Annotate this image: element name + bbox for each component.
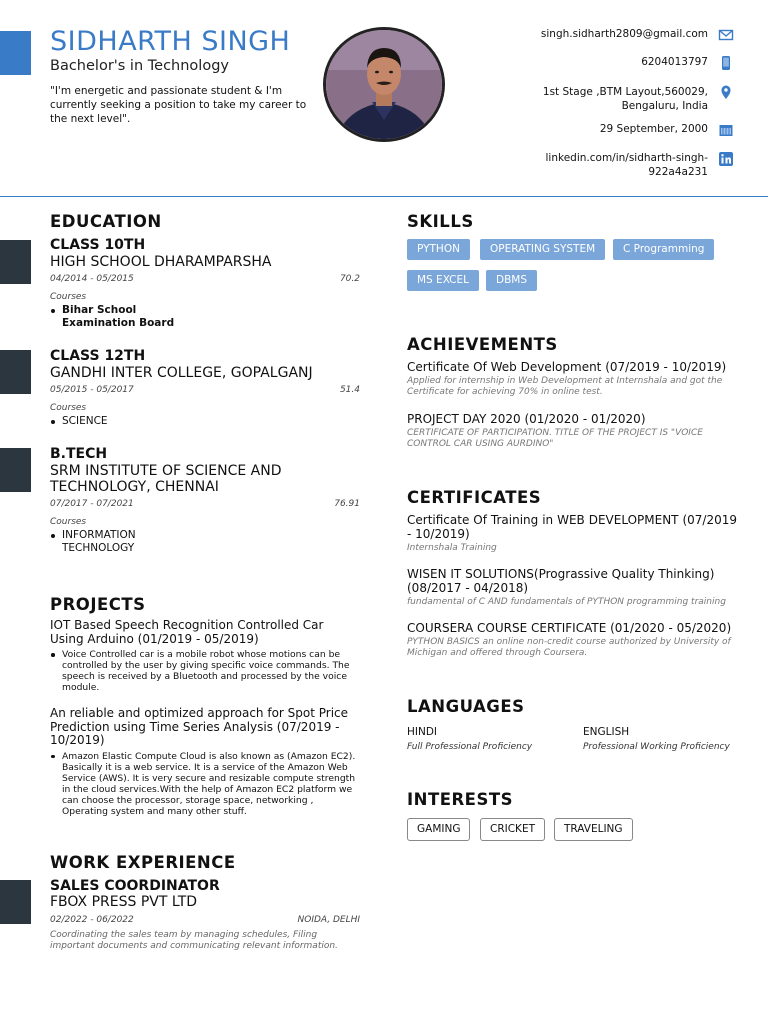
course-item: INFORMATION TECHNOLOGY (50, 529, 160, 555)
interest-tag: TRAVELING (554, 818, 633, 841)
course-item: Bihar School Examination Board (50, 304, 180, 330)
header-divider (0, 196, 768, 197)
education-item (50, 446, 360, 555)
courses-label: Courses (50, 517, 87, 527)
language-name: ENGLISH (583, 726, 630, 738)
certificate-description: Internshala Training (407, 543, 497, 553)
certificate-title: WISEN IT SOLUTIONS(Prograssive Quality Thinking) (08/2017 - 04/2018) (407, 567, 715, 595)
education-school: HIGH SCHOOL DHARAMPARSHA (50, 254, 272, 270)
project-item (50, 707, 360, 817)
education-marker (0, 240, 31, 284)
profile-photo-illustration (326, 30, 442, 139)
work-role: SALES COORDINATOR (50, 878, 220, 894)
projects-heading: PROJECTS (50, 595, 146, 614)
achievement-description: CERTIFICATE OF PARTICIPATION. TITLE OF THE PROJECT IS "VOICE CONTROL CAR USING AURDINO" (407, 428, 703, 449)
education-dates: 04/2014 - 05/2015 (50, 274, 134, 284)
header-accent-block (0, 31, 31, 75)
interest-tag: CRICKET (480, 818, 545, 841)
project-item (50, 619, 360, 693)
work-meta (50, 915, 360, 927)
achievement-item (407, 360, 737, 397)
resume-name: SIDHARTH SINGH (50, 26, 291, 57)
education-meta (50, 499, 360, 511)
certificates-heading: CERTIFICATES (407, 488, 542, 507)
skill-tag: DBMS (486, 270, 537, 291)
education-level: CLASS 12TH (50, 348, 146, 364)
interest-tag: GAMING (407, 818, 470, 841)
contact-phone[interactable]: 6204013797 (641, 56, 708, 68)
skills-heading: SKILLS (407, 212, 474, 231)
calendar-icon (718, 122, 734, 138)
work-marker (0, 880, 31, 924)
certificate-item (407, 513, 737, 554)
achievement-item (407, 412, 737, 449)
skill-tag: PYTHON (407, 239, 470, 260)
contact-address: 1st Stage ,BTM Layout,560029, Bengaluru, India (542, 86, 708, 112)
education-meta (50, 274, 360, 286)
skill-tag: C Programming (613, 239, 714, 260)
project-description: Voice Controlled car is a mobile robot whose motions can be controlled by the user by giving specific voice commands. The speech is received by a Bluetooth and processed by the voice module. (50, 649, 360, 693)
skill-tag: MS EXCEL (407, 270, 479, 291)
certificate-title: Certificate Of Training in WEB DEVELOPMENT (07/2019 - 10/2019) (407, 513, 737, 541)
interests-heading: INTERESTS (407, 790, 513, 809)
project-description: Amazon Elastic Compute Cloud is also known as (Amazon EC2). Basically it is a web service. It is a service of the Amazon Web Service (AWS). It is very secure and resizable compute strength in the cloud services.With the help of Amazon EC2 platform we can choose the processor, storage space, networking , Operating system and many other stuff. (50, 751, 360, 817)
education-score: 70.2 (339, 274, 360, 284)
resume-degree: Bachelor's in Technology (50, 58, 229, 74)
profile-photo (323, 27, 445, 142)
courses-label: Courses (50, 292, 87, 302)
achievement-title: Certificate Of Web Development (07/2019 - 10/2019) (407, 360, 727, 374)
work-location: NOIDA, DELHI (297, 915, 360, 925)
education-school: SRM INSTITUTE OF SCIENCE AND TECHNOLOGY, CHENNAI (50, 463, 282, 495)
location-icon (718, 84, 734, 100)
project-title: IOT Based Speech Recognition Controlled Car Using Arduino (01/2019 - 05/2019) (50, 618, 324, 646)
certificate-item (407, 621, 737, 658)
work-company: FBOX PRESS PVT LTD (50, 894, 198, 910)
education-heading: EDUCATION (50, 212, 162, 231)
languages-heading: LANGUAGES (407, 697, 525, 716)
language-item (583, 726, 743, 752)
work-description: Coordinating the sales team by managing schedules, Filing important documents and communicating relevant information. (50, 930, 338, 951)
language-level: Professional Working Proficiency (583, 742, 730, 752)
language-name: HINDI (407, 726, 438, 738)
education-dates: 07/2017 - 07/2021 (50, 499, 134, 509)
achievement-title: PROJECT DAY 2020 (01/2020 - 01/2020) (407, 412, 646, 426)
certificate-description: fundamental of C AND fundamentals of PYTHON programming training (407, 597, 726, 607)
achievement-description: Applied for internship in Web Development at Internshala and got the Certificate for achieving 70% in online test. (407, 376, 723, 397)
education-marker (0, 350, 31, 394)
education-level: B.TECH (50, 446, 108, 462)
education-meta (50, 385, 360, 397)
contact-email[interactable]: singh.sidharth2809@gmail.com (540, 28, 708, 40)
course-item: SCIENCE (50, 415, 360, 428)
education-score: 51.4 (339, 385, 360, 395)
language-item (407, 726, 567, 752)
education-item (50, 348, 360, 428)
education-school: GANDHI INTER COLLEGE, GOPALGANJ (50, 365, 313, 381)
contact-birthdate: 29 September, 2000 (599, 123, 708, 135)
work-dates: 02/2022 - 06/2022 (50, 915, 134, 925)
email-icon (718, 27, 734, 43)
education-dates: 05/2015 - 05/2017 (50, 385, 134, 395)
certificate-item (407, 567, 737, 608)
courses-label: Courses (50, 403, 87, 413)
resume-summary: "I'm energetic and passionate student & I'm currently seeking a position to take my career to the next level". (50, 85, 307, 125)
certificate-description: PYTHON BASICS an online non-credit course authorized by University of Michigan and offered through Coursera. (407, 637, 731, 658)
education-item (50, 237, 360, 330)
work-item (50, 878, 360, 952)
skill-tag: OPERATING SYSTEM (480, 239, 605, 260)
work-heading: WORK EXPERIENCE (50, 853, 236, 872)
education-level: CLASS 10TH (50, 237, 146, 253)
certificate-title: COURSERA COURSE CERTIFICATE (01/2020 - 05/2020) (407, 621, 732, 635)
linkedin-icon (718, 151, 734, 167)
contact-linkedin[interactable]: linkedin.com/in/sidharth-singh-922a4a231 (545, 152, 708, 178)
project-title: An reliable and optimized approach for Spot Price Prediction using Time Series Analysis (07/2019 - 10/2019) (50, 706, 349, 747)
education-marker (0, 448, 31, 492)
education-score: 76.91 (334, 499, 360, 509)
phone-icon (718, 55, 734, 71)
language-level: Full Professional Proficiency (407, 742, 533, 752)
achievements-heading: ACHIEVEMENTS (407, 335, 558, 354)
